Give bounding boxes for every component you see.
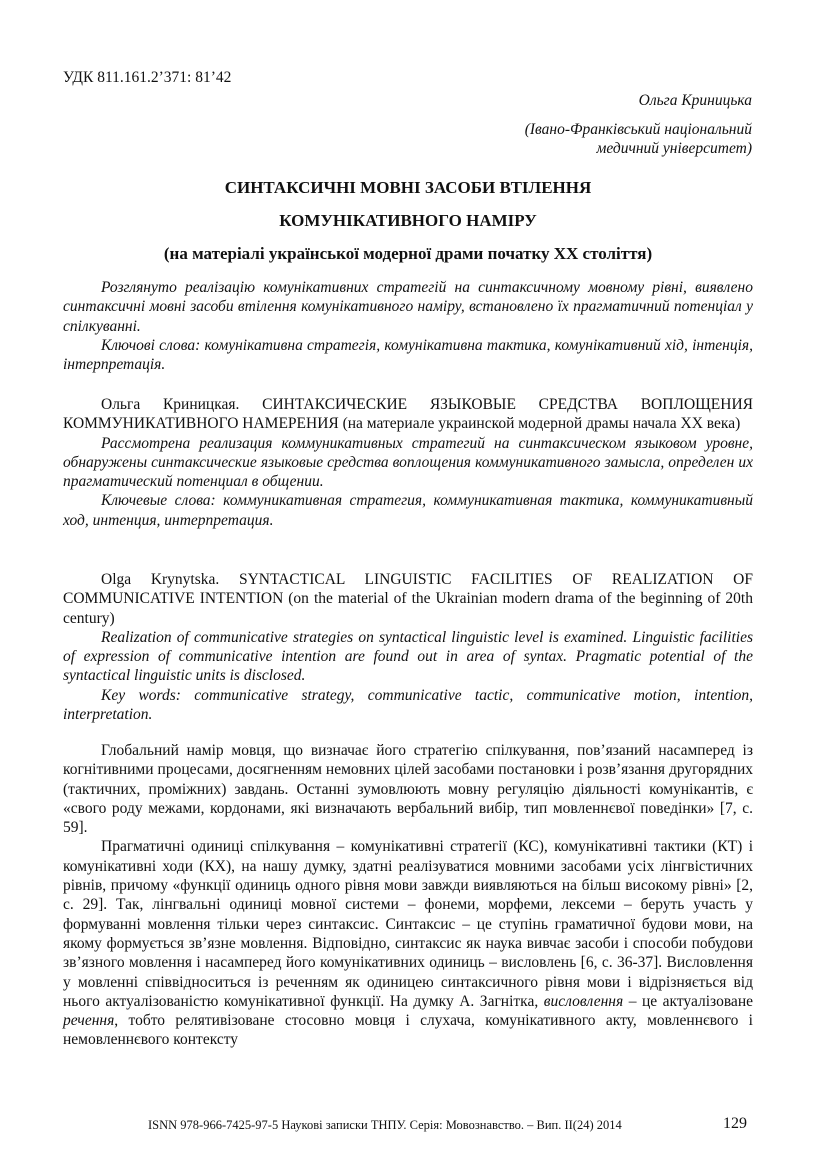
author-affiliation (452, 120, 752, 158)
abstract-ru-text: Рассмотрена реализация коммуникативных стратегий на синтаксическом языковом уровне, обнаружены синтаксические языковые средства воплощения коммуникативного замысла, определен их прагматический потенциал в общении. (63, 434, 753, 491)
body-text-run: , тобто релятивізоване стосовно мовця і слухача, комунікативного акту, мовленнєвого і немовленнєвого контексту (63, 1012, 753, 1049)
abstract-ru-keywords: Ключевые слова: коммуникативная стратегия, коммуникативная тактика, коммуникативный ход, интенция, интерпретация. (63, 492, 753, 529)
affiliation-line-1: (Івано-Франківський національний (524, 121, 752, 138)
author-name: Ольга Криницька (638, 92, 752, 109)
abstract-en-text: Realization of communicative strategies on syntactical linguistic level is examined. Linguistic facilities of expression of communicative intention are found out in area of syntax. Pragmatic potential of the syntactical linguistic units is disclosed. (63, 628, 753, 685)
abstract-en-keywords: Key words: communicative strategy, communicative tactic, communicative motion, intention, interpretation. (63, 686, 753, 724)
abstract-en-heading: Olga Krynytska. SYNTACTICAL LINGUISTIC FACILITIES OF REALIZATION OF COMMUNICATIVE INTENTION (on the material of the Ukrainian modern drama of the beginning of 20th century) (63, 571, 753, 627)
body-paragraph (63, 837, 753, 1049)
body-paragraph: Глобальний намір мовця, що визначає його стратегію спілкування, пов’язаний насамперед із когнітивними процесами, досягненням немовних цілей засобами постановки і розв’язання другорядних (тактичних, проміжних) завдань. Останні зумовлюють мовну регуляцію діяльності комунікантів, є «свого роду межами, кордонами, які визначають вербальний вибір, тип мовленнєвої поведінки» [7, с. 59]. (63, 742, 753, 837)
body-text-run: – це актуалізоване (623, 992, 753, 1010)
abstract-ua-keywords: Ключові слова: комунікативна стратегія, комунікативна тактика, комунікативний хід, інтенція, інтерпретація. (63, 336, 753, 374)
affiliation-line-2: медичний університет) (596, 140, 752, 157)
abstract-russian (63, 395, 753, 530)
article-body (63, 741, 753, 1050)
abstract-english (63, 570, 753, 724)
term-sentence: речення (63, 1012, 115, 1030)
journal-reference: ISNN 978-966-7425-97-5 Наукові записки ТНПУ. Серія: Мовознавство. – Вип. ІІ(24) 2014 (148, 1118, 622, 1132)
article-title-line-1: СИНТАКСИЧНІ МОВНІ ЗАСОБИ ВТІЛЕННЯ (224, 178, 592, 197)
term-utterance: висловлення (543, 992, 624, 1010)
article-subtitle: (на матеріалі української модерної драми початку ХХ століття) (163, 244, 653, 263)
abstract-ua-text: Розглянуто реалізацію комунікативних стратегій на синтаксичному мовному рівні, виявлено синтаксичні мовні засоби втілення комунікативного наміру, встановлено їх прагматичний потенціал у спілкуванні. (63, 279, 753, 335)
body-text-run: Прагматичні одиниці спілкування – комунікативні стратегії (КС), комунікативні тактики (КТ) і комунікативні ходи (КХ), на нашу думку, здатні реалізуватися мовними засобами усіх лінгвістичних рівнів, причому «функції одиниць одного рівня мови завжди виявляються на більш високому рівні» [2, с. 29]. Так, лінгвальні одиниці мовної системи – фонеми, морфеми, лексеми – беруть участь у формуванні мовлення тільки через синтаксис. Синтаксис – це ступінь граматичної будови мови, на якому формується зв’язне мовлення. Відповідно, синтаксис як наука вивчає засоби і способи побудови зв’язного мовлення і насамперед його комунікативних одиниць – висловлень [6, с. 36-37]. Висловлення у мовленні співвідноситься із реченням як одиницею синтаксичного рівня мови і відрізняється від нього актуалізованістю комунікативної функції. На думку А. Загнітка, (63, 838, 753, 1010)
abstract-ru-heading: Ольга Криницкая. СИНТАКСИЧЕСКИЕ ЯЗЫКОВЫЕ СРЕДСТВА ВОПЛОЩЕНИЯ КОММУНИКАТИВНОГО НАМЕРЕНИЯ (на материале украинской модерной драмы начала ХХ века) (63, 396, 753, 433)
page-number: 129 (723, 1115, 747, 1132)
abstract-ukrainian (63, 278, 753, 374)
article-title-line-2: КОМУНІКАТИВНОГО НАМІРУ (279, 211, 537, 230)
udc-code: УДК 811.161.2’371: 81’42 (63, 69, 232, 86)
